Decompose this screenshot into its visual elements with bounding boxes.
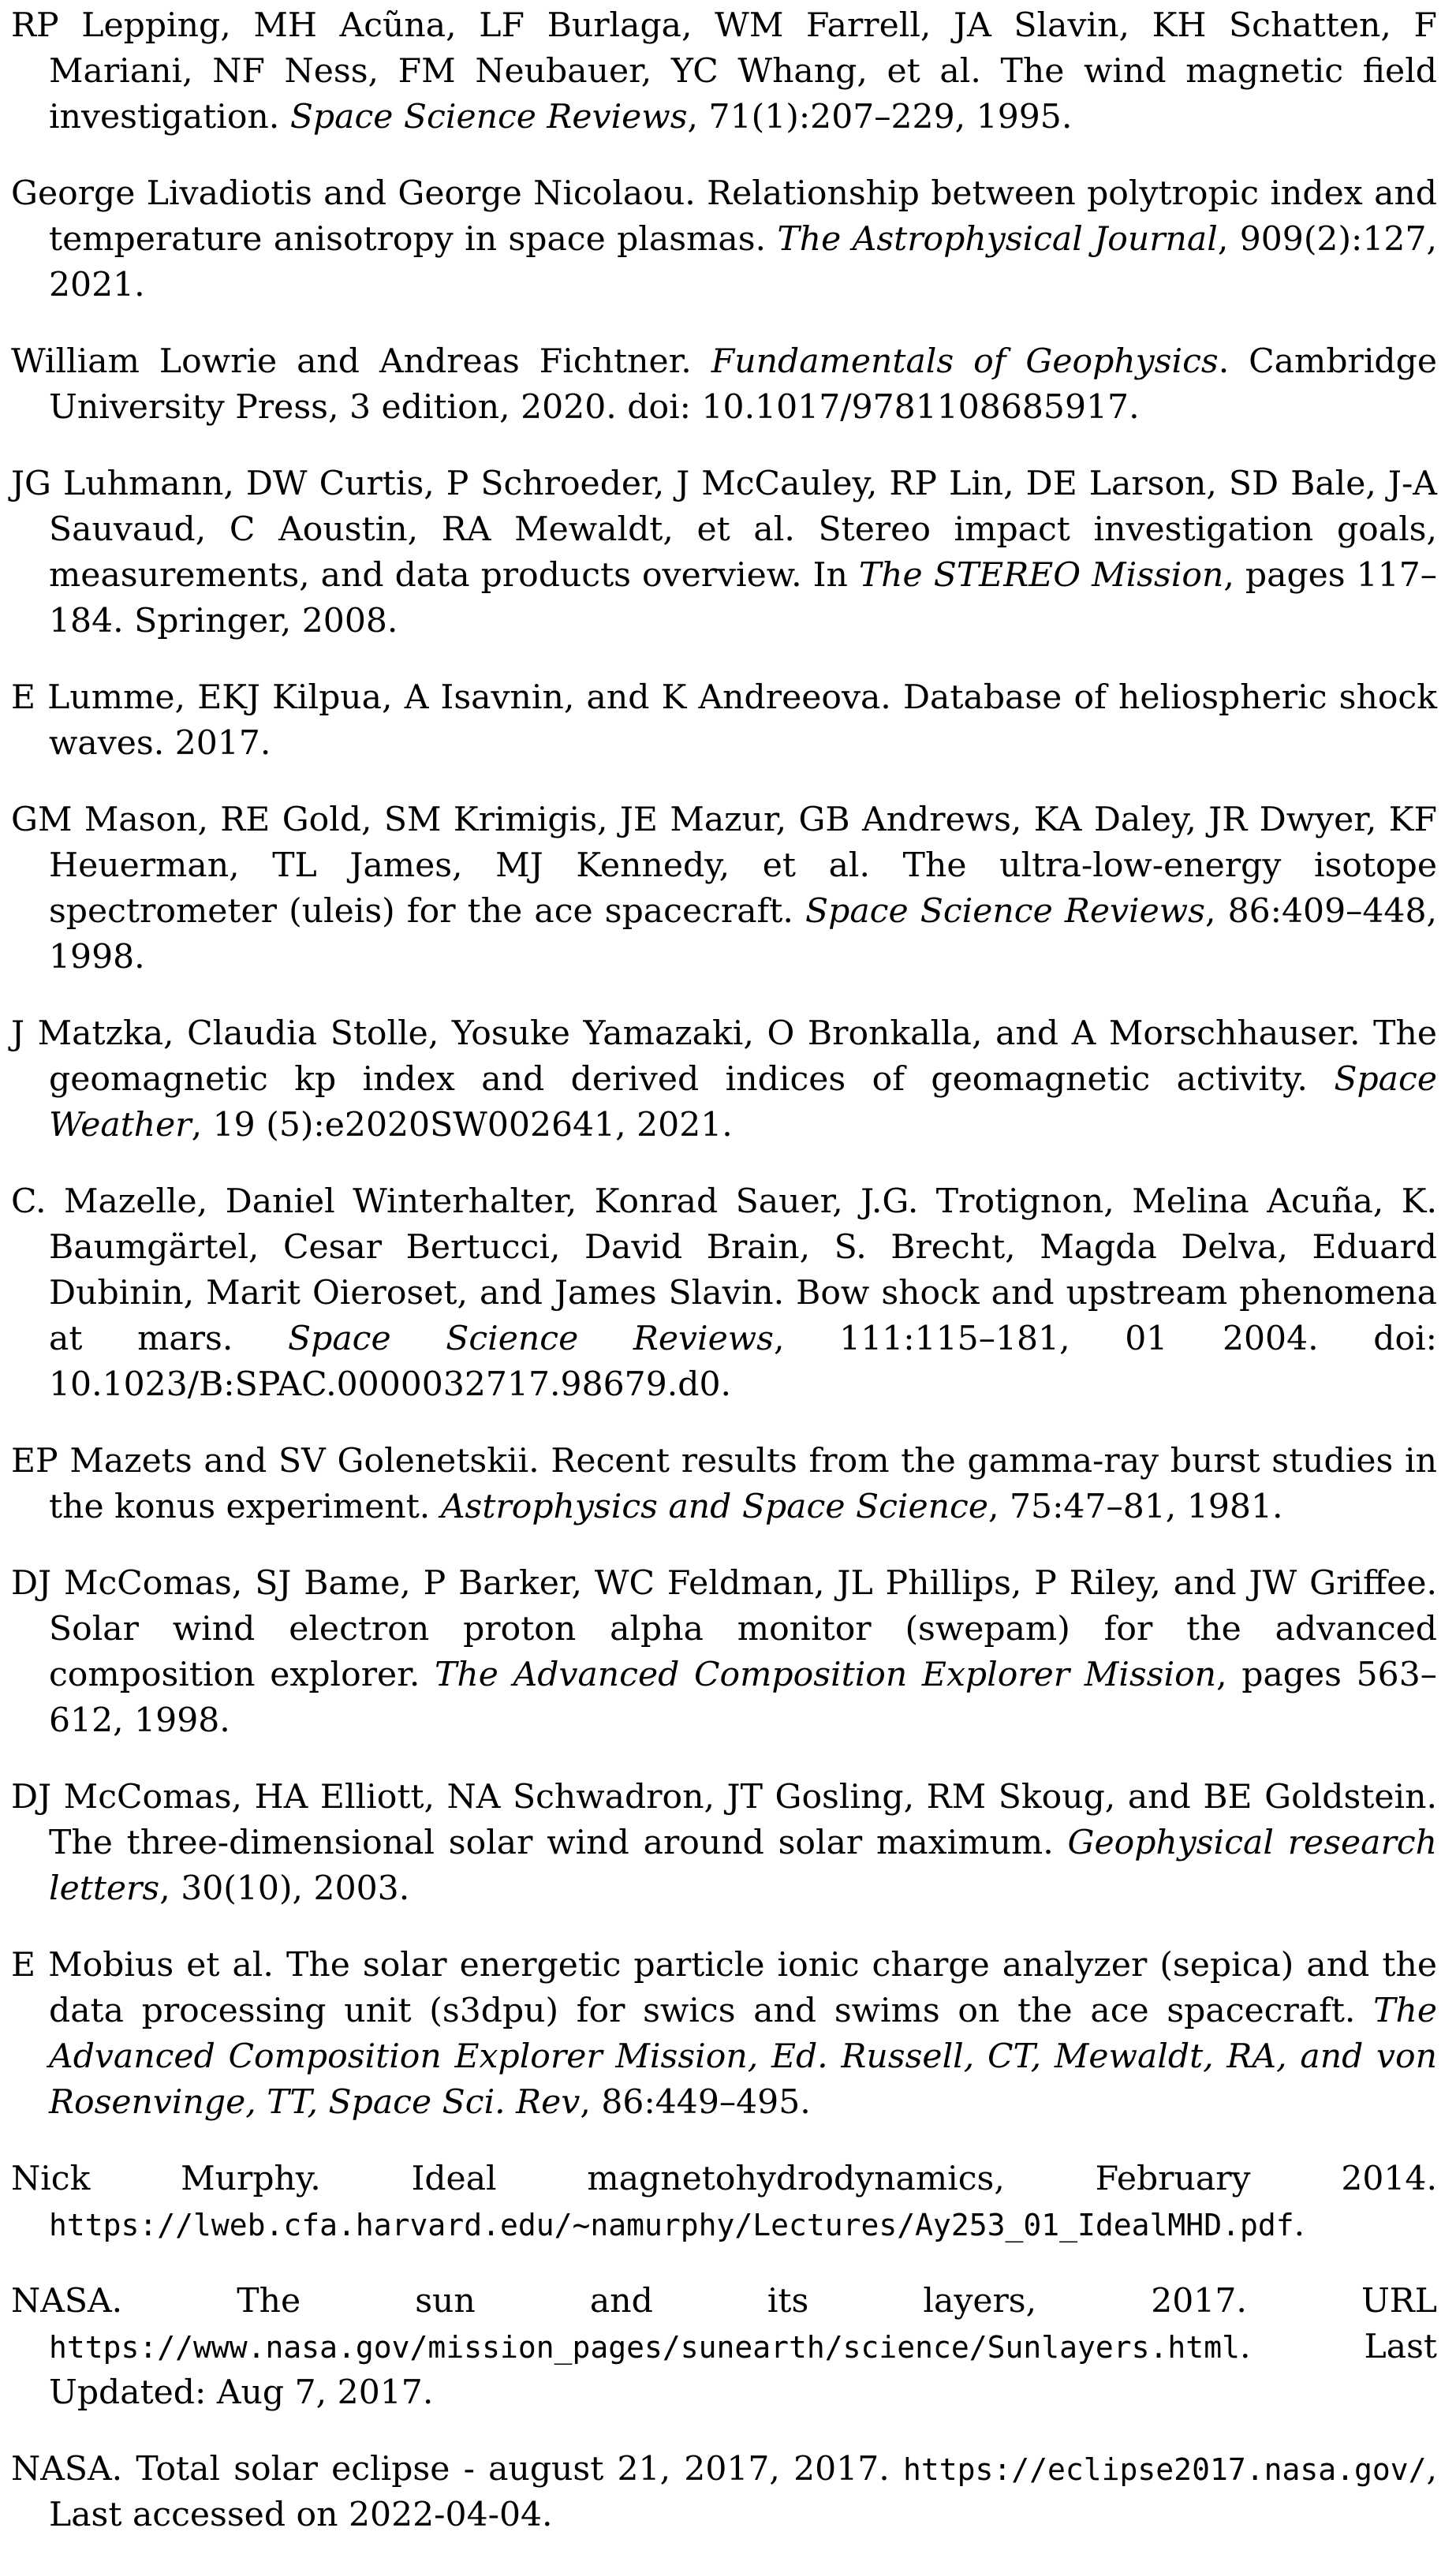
reference-entry: [11, 2447, 1437, 2538]
reference-url-link[interactable]: https://lweb.cfa.harvard.edu/~namurphy/Lectures/Ay253_01_IdealMHD.pdf: [49, 2208, 1294, 2242]
reference-entry: [11, 1561, 1437, 1744]
reference-title: Bow shock and upstream phenomena at mars.: [49, 1274, 1437, 1358]
reference-url-link[interactable]: https://www.nasa.gov/mission_pages/sunearth/science/Sunlayers.html: [49, 2330, 1240, 2365]
reference-title: The geomagnetic kp index and derived indices of geomagnetic activity.: [49, 1014, 1437, 1099]
reference-title: The solar energetic particle ionic charge analyzer (sepica) and the data processing unit (s3dpu) for swics and swims on the ace spacecraft.: [49, 1946, 1437, 2030]
reference-entry: [11, 2279, 1437, 2416]
reference-details: , 30(10), 2003.: [159, 1869, 410, 1908]
reference-title: The wind magnetic field investigation.: [49, 52, 1438, 136]
reference-venue: Fundamentals of Geophysics: [711, 342, 1219, 381]
reference-entry: [11, 1943, 1437, 2126]
reference-entry: [11, 2156, 1437, 2248]
reference-entry: [11, 171, 1437, 308]
reference-authors: DJ McComas, SJ Bame, P Barker, WC Feldman, JL Phillips, P Riley, and JW Griffee.: [11, 1564, 1437, 1603]
reference-title: The three-dimensional solar wind around solar maximum.: [49, 1824, 1054, 1862]
reference-details: .: [1294, 2205, 1305, 2244]
reference-authors: J Matzka, Claudia Stolle, Yosuke Yamazaki, O Bronkalla, and A Morschhauser.: [11, 1014, 1361, 1053]
reference-details: , 19 (5):e2020SW002641, 2021.: [191, 1106, 733, 1144]
reference-details: , 111:115–181, 01 2004. doi: 10.1023/B:SPAC.0000032717.98679.d0.: [49, 1320, 1437, 1404]
reference-authors: E Lumme, EKJ Kilpua, A Isavnin, and K Andreeova.: [11, 678, 891, 717]
reference-title: Ideal magnetohydrodynamics, February 2014.: [411, 2160, 1437, 2198]
reference-title: Recent results from the gamma-ray burst studies in the konus experiment.: [49, 1442, 1437, 1526]
reference-title: Total solar eclipse - august 21, 2017, 2017.: [136, 2450, 890, 2489]
reference-authors: RP Lepping, MH Acũna, LF Burlaga, WM Farrell, JA Slavin, KH Schatten, F Mariani, NF Ness, FM Neubauer, YC Whang, et al.: [11, 6, 1437, 91]
reference-entry: [11, 339, 1437, 431]
reference-details: , pages 117–184. Springer, 2008.: [49, 556, 1437, 640]
reference-entry: [11, 1011, 1437, 1148]
reference-authors: E Mobius et al.: [11, 1946, 274, 1985]
reference-entry: [11, 797, 1437, 980]
reference-authors: NASA.: [11, 2282, 123, 2321]
reference-entry: [11, 1439, 1437, 1530]
reference-entry: [11, 1179, 1437, 1408]
reference-title: The ultra-low-energy isotope spectrometer (uleis) for the ace spacecraft.: [49, 846, 1437, 931]
reference-venue: Space Science Reviews: [288, 1320, 774, 1358]
reference-authors: C. Mazelle, Daniel Winterhalter, Konrad Sauer, J.G. Trotignon, Melina Acuña, K. Baumgärtel, Cesar Bertucci, David Brain, S. Brecht, Magda Delva, Eduard Dubinin, Marit Oieroset, and James Slavin.: [11, 1182, 1437, 1313]
reference-title: Relationship between polytropic index and temperature anisotropy in space plasmas.: [49, 174, 1438, 259]
reference-details: , pages 563–612, 1998.: [49, 1656, 1438, 1740]
reference-details: , 71(1):207–229, 1995.: [687, 98, 1073, 136]
reference-title: Database of heliospheric shock waves. 2017.: [49, 678, 1437, 763]
reference-entry: [11, 1775, 1437, 1912]
reference-details: , 86:449–495.: [580, 2083, 811, 2122]
reference-details: , 86:409–448, 1998.: [49, 892, 1438, 976]
reference-url-link[interactable]: https://eclipse2017.nasa.gov/: [903, 2452, 1427, 2487]
reference-authors: EP Mazets and SV Golenetskii.: [11, 1442, 539, 1481]
reference-authors: William Lowrie and Andreas Fichtner.: [11, 342, 692, 381]
reference-details: , 75:47–81, 1981.: [987, 1488, 1283, 1526]
reference-venue: The Astrophysical Journal: [777, 220, 1218, 259]
reference-venue: The STEREO Mission: [858, 556, 1224, 595]
reference-title: Stereo impact investigation goals, measurements, and data products overview. In: [49, 510, 1437, 595]
reference-venue: Space Science Reviews: [289, 98, 688, 136]
reference-title: The sun and its layers, 2017. URL: [237, 2282, 1437, 2321]
reference-venue: Space Science Reviews: [805, 892, 1205, 931]
reference-details: . Last Updated: Aug 7, 2017.: [49, 2328, 1437, 2412]
reference-authors: DJ McComas, HA Elliott, NA Schwadron, JT Gosling, RM Skoug, and BE Goldstein.: [11, 1778, 1437, 1817]
reference-venue: Space Weather: [49, 1060, 1437, 1144]
reference-venue: Geophysical research letters: [49, 1824, 1437, 1908]
bibliography: [11, 3, 1437, 2569]
reference-details: , Last accessed on 2022-04-04.: [49, 2450, 1437, 2534]
reference-entry: [11, 461, 1437, 644]
reference-entry: [11, 3, 1437, 140]
reference-title: Solar wind electron proton alpha monitor (swepam) for the advanced composition explorer.: [49, 1610, 1437, 1694]
reference-details: . Cambridge University Press, 3 edition, 2020. doi: 10.1017/9781108685917.: [49, 342, 1437, 427]
reference-venue: The Advanced Composition Explorer Mission, Ed. Russell, CT, Mewaldt, RA, and von Rosenvinge, TT, Space Sci. Rev: [49, 1992, 1437, 2122]
reference-authors: George Livadiotis and George Nicolaou.: [11, 174, 696, 213]
reference-details: , 909(2):127, 2021.: [49, 220, 1437, 304]
reference-authors: Nick Murphy.: [11, 2160, 321, 2198]
reference-venue: The Advanced Composition Explorer Mission: [435, 1656, 1217, 1694]
reference-authors: GM Mason, RE Gold, SM Krimigis, JE Mazur, GB Andrews, KA Daley, JR Dwyer, KF Heuerman, TL James, MJ Kennedy, et al.: [11, 801, 1437, 885]
reference-entry: [11, 675, 1437, 767]
reference-authors: JG Luhmann, DW Curtis, P Schroeder, J McCauley, RP Lin, DE Larson, SD Bale, J-A Sauvaud, C Aoustin, RA Mewaldt, et al.: [11, 465, 1437, 549]
reference-authors: NASA.: [11, 2450, 123, 2489]
reference-venue: Astrophysics and Space Science: [440, 1488, 988, 1526]
